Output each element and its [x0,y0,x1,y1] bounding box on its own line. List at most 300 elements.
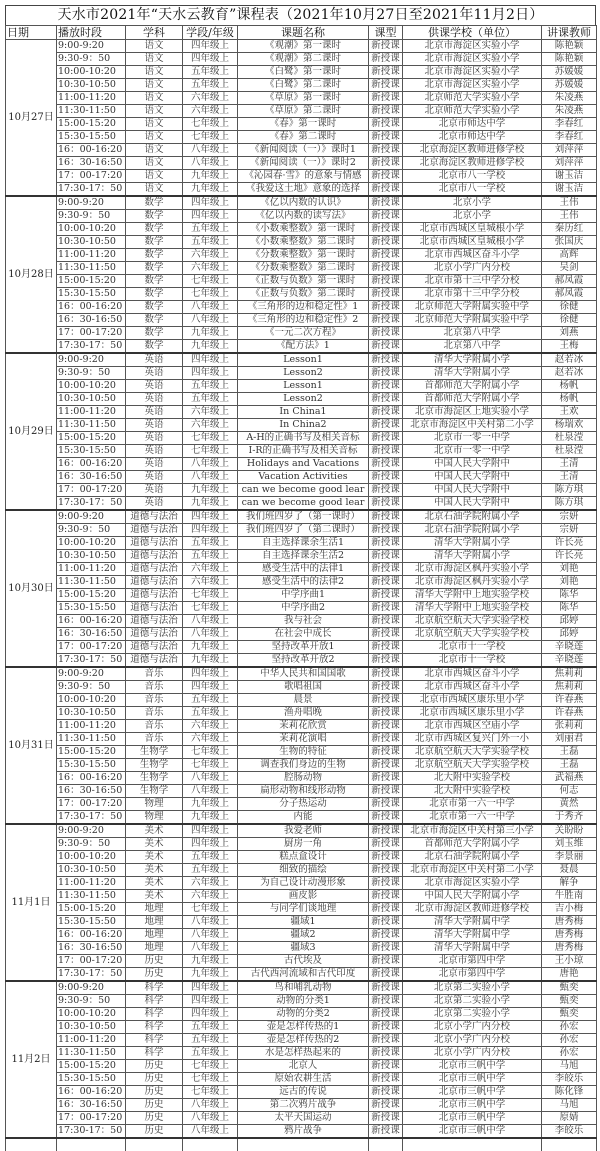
subject-cell: 历史 [126,1086,183,1099]
school-cell: 北京市第一六一中学 [403,798,542,811]
topic-cell: 疆域3 [238,942,369,955]
subject-cell: 道德与法治 [126,589,183,602]
time-slot-cell: 11:00-11:20 [57,563,126,576]
school-cell: 北京市西城区奋斗小学 [403,667,542,681]
school-cell: 北京石油学院附属小学 [403,510,542,524]
topic-cell: A-H的正确书写及相关音标 [238,432,369,445]
grade-cell: 九年级上 [183,327,238,340]
topic-cell: 水是怎样热起来的 [238,1047,369,1060]
subject-cell: 语文 [126,144,183,157]
teacher-cell: 牛胜南 [542,890,597,903]
lesson-type-cell: 新授课 [369,654,403,668]
subject-cell: 道德与法治 [126,615,183,628]
time-slot-cell: 11:30-11:50 [57,576,126,589]
subject-cell: 音乐 [126,707,183,720]
school-cell: 北京小学广内分校 [403,1021,542,1034]
table-row [6,1021,597,1034]
date-cell: 11月1日 [6,824,57,981]
topic-cell: 远古的传说 [238,1086,369,1099]
empty-cell [183,1138,238,1151]
subject-cell: 地理 [126,916,183,929]
school-cell: 北京市海淀区枫丹实验小学 [403,563,542,576]
subject-cell: 数学 [126,249,183,262]
time-slot-cell: 15:00-15:20 [57,1060,126,1073]
subject-cell: 道德与法治 [126,537,183,550]
subject-cell: 数学 [126,327,183,340]
time-slot-cell: 10:30-10:50 [57,236,126,249]
subject-cell: 语文 [126,105,183,118]
grade-cell: 四年级上 [183,40,238,53]
lesson-type-cell: 新授课 [369,615,403,628]
topic-cell: 腔肠动物 [238,772,369,785]
lesson-type-cell: 新授课 [369,1034,403,1047]
grade-cell: 四年级上 [183,367,238,380]
grade-cell: 八年级上 [183,458,238,471]
time-slot-cell: 15:30-15:50 [57,916,126,929]
school-cell: 清华大学附属小学 [403,353,542,367]
grade-cell: 四年级上 [183,210,238,223]
grade-cell: 四年级上 [183,524,238,537]
date-cell: 10月27日 [6,40,57,197]
time-slot-cell: 9:00-9:20 [57,40,126,53]
lesson-type-cell: 新授课 [369,537,403,550]
table-row [6,864,597,877]
time-slot-cell: 10:00-10:20 [57,694,126,707]
school-cell: 北京第八中学 [403,340,542,354]
teacher-cell: 马旭 [542,1099,597,1112]
topic-cell: 坚持改革开放2 [238,654,369,668]
teacher-cell: 唐秀梅 [542,929,597,942]
time-slot-cell: 15:00-15:20 [57,589,126,602]
subject-cell: 英语 [126,367,183,380]
teacher-cell: 杜泉滢 [542,445,597,458]
school-cell: 北大附中实验学校 [403,772,542,785]
teacher-cell: 刘萍萍 [542,144,597,157]
subject-cell: 生物学 [126,759,183,772]
grade-cell: 五年级上 [183,851,238,864]
lesson-type-cell: 新授课 [369,524,403,537]
teacher-cell: 许长亮 [542,550,597,563]
topic-cell: 感受生活中的法律2 [238,576,369,589]
teacher-cell: 刘艳 [542,576,597,589]
school-cell: 北京市三帆中学 [403,1086,542,1099]
header-grade: 学段/年级 [183,26,238,40]
lesson-type-cell: 新授课 [369,916,403,929]
topic-cell: 鸟和哺乳动物 [238,981,369,995]
time-slot-cell: 11:00-11:20 [57,1034,126,1047]
teacher-cell: 武福燕 [542,772,597,785]
teacher-cell: 刘丽君 [542,733,597,746]
time-slot-cell: 10:00-10:20 [57,851,126,864]
grade-cell: 五年级上 [183,393,238,406]
lesson-type-cell: 新授课 [369,196,403,210]
subject-cell: 道德与法治 [126,628,183,641]
grade-cell: 四年级上 [183,510,238,524]
teacher-cell: 唐艳 [542,968,597,982]
table-row [6,929,597,942]
grade-cell: 六年级上 [183,92,238,105]
lesson-type-cell: 新授课 [369,1047,403,1060]
lesson-type-cell: 新授课 [369,995,403,1008]
school-cell: 北京市八一学校 [403,170,542,183]
grade-cell: 四年级上 [183,981,238,995]
table-row [6,327,597,340]
grade-cell: 七年级上 [183,432,238,445]
grade-cell: 六年级上 [183,720,238,733]
school-cell: 北京市海淀区实验小学 [403,53,542,66]
school-cell: 北京小学 [403,196,542,210]
school-cell: 北京第二实验小学 [403,1008,542,1021]
lesson-type-cell: 新授课 [369,105,403,118]
time-slot-cell: 15:30-15:50 [57,131,126,144]
subject-cell: 历史 [126,968,183,982]
time-slot-cell: 16：00-16:20 [57,929,126,942]
topic-cell: 《三角形的边和稳定性》1 [238,301,369,314]
subject-cell: 英语 [126,419,183,432]
grade-cell: 六年级上 [183,419,238,432]
subject-cell: 地理 [126,903,183,916]
subject-cell: 语文 [126,79,183,92]
topic-cell: 北京人 [238,1060,369,1073]
time-slot-cell: 11:30-11:50 [57,733,126,746]
time-slot-cell: 15:00-15:20 [57,275,126,288]
table-row [6,524,597,537]
topic-cell: 壶是怎样传热的2 [238,1034,369,1047]
teacher-cell: 吉小梅 [542,903,597,916]
table-row [6,602,597,615]
topic-cell: 中学序曲1 [238,589,369,602]
teacher-cell: 张国庆 [542,236,597,249]
time-slot-cell: 11:30-11:50 [57,890,126,903]
lesson-type-cell: 新授课 [369,458,403,471]
school-cell: 北京市三帆中学 [403,1112,542,1125]
grade-cell: 八年级上 [183,929,238,942]
lesson-type-cell: 新授课 [369,1125,403,1139]
grade-cell: 四年级上 [183,196,238,210]
subject-cell: 生物学 [126,785,183,798]
table-row [6,981,597,995]
subject-cell: 历史 [126,1073,183,1086]
lesson-type-cell: 新授课 [369,550,403,563]
school-cell: 清华大学附属中学 [403,916,542,929]
subject-cell: 物理 [126,811,183,825]
school-cell: 北京市西城区康乐里小学 [403,707,542,720]
empty-row [6,1138,597,1151]
lesson-type-cell: 新授课 [369,118,403,131]
grade-cell: 八年级上 [183,1112,238,1125]
grade-cell: 七年级上 [183,445,238,458]
time-slot-cell: 16：30-16:50 [57,1099,126,1112]
time-slot-cell: 10:00-10:20 [57,380,126,393]
table-row [6,707,597,720]
lesson-type-cell: 新授课 [369,353,403,367]
lesson-type-cell: 新授课 [369,877,403,890]
time-slot-cell: 10:30-10:50 [57,864,126,877]
topic-cell: Vacation Activities [238,471,369,484]
topic-cell: 扁形动物和线形动物 [238,785,369,798]
time-slot-cell: 9:00-9:20 [57,824,126,838]
time-slot-cell: 16：00-16:20 [57,301,126,314]
grade-cell: 七年级上 [183,1086,238,1099]
empty-cell [542,1138,597,1151]
time-slot-cell: 9:30-9：50 [57,681,126,694]
date-cell: 10月29日 [6,353,57,510]
teacher-cell: 甄奕 [542,995,597,1008]
teacher-cell: 王伟 [542,210,597,223]
table-row [6,877,597,890]
grade-cell: 八年级上 [183,1125,238,1139]
lesson-type-cell: 新授课 [369,157,403,170]
topic-cell: 《我爱这土地》意象的选择 [238,183,369,197]
grade-cell: 五年级上 [183,236,238,249]
grade-cell: 九年级上 [183,811,238,825]
grade-cell: 四年级上 [183,824,238,838]
subject-cell: 美术 [126,824,183,838]
table-row [6,746,597,759]
grade-cell: 七年级上 [183,131,238,144]
lesson-type-cell: 新授课 [369,864,403,877]
subject-cell: 英语 [126,471,183,484]
lesson-type-cell: 新授课 [369,380,403,393]
topic-cell: 壶是怎样传热的1 [238,1021,369,1034]
school-cell: 北京市海淀区实验小学 [403,66,542,79]
teacher-cell: 徐健 [542,301,597,314]
topic-cell: 动物的分类2 [238,1008,369,1021]
topic-cell: 感受生活中的法律1 [238,563,369,576]
grade-cell: 七年级上 [183,288,238,301]
table-row [6,157,597,170]
grade-cell: 八年级上 [183,157,238,170]
school-cell: 北京市西城区奋斗小学 [403,249,542,262]
school-cell: 北京航空航天大学实验学校 [403,628,542,641]
school-cell: 北京市海淀区中关村第二小学 [403,419,542,432]
school-cell: 北京市海淀区中关村第三小学 [403,824,542,838]
empty-cell [238,1138,369,1151]
lesson-type-cell: 新授课 [369,772,403,785]
lesson-type-cell: 新授课 [369,144,403,157]
teacher-cell: 王清 [542,458,597,471]
time-slot-cell: 9:00-9:20 [57,981,126,995]
topic-cell: 鸦片战争 [238,1125,369,1139]
grade-cell: 九年级上 [183,484,238,497]
school-cell: 清华大学附属小学 [403,367,542,380]
header-row [6,26,597,40]
time-slot-cell: 9:00-9:20 [57,353,126,367]
teacher-cell: 高辉 [542,249,597,262]
subject-cell: 生物学 [126,772,183,785]
time-slot-cell: 10:30-10:50 [57,393,126,406]
teacher-cell: 于秀齐 [542,811,597,825]
table-row [6,576,597,589]
subject-cell: 美术 [126,838,183,851]
table-row [6,681,597,694]
table-row [6,1047,597,1060]
lesson-type-cell: 新授课 [369,681,403,694]
grade-cell: 七年级上 [183,1073,238,1086]
lesson-type-cell: 新授课 [369,641,403,654]
subject-cell: 历史 [126,1125,183,1139]
table-row [6,236,597,249]
school-cell: 北京市海淀区中关村第二小学 [403,864,542,877]
grade-cell: 九年级上 [183,955,238,968]
school-cell: 北京市一零一中学 [403,445,542,458]
teacher-cell: 李春红 [542,131,597,144]
subject-cell: 历史 [126,1099,183,1112]
time-slot-cell: 11:00-11:20 [57,877,126,890]
grade-cell: 七年级上 [183,746,238,759]
subject-cell: 数学 [126,210,183,223]
topic-cell: 我们班四岁了（第一课时） [238,510,369,524]
grade-cell: 六年级上 [183,249,238,262]
table-row [6,340,597,354]
table-row [6,288,597,301]
school-cell: 北京市西城区皇城根小学 [403,236,542,249]
subject-cell: 科学 [126,1021,183,1034]
time-slot-cell: 10:00-10:20 [57,537,126,550]
time-slot-cell: 17：00-17:20 [57,327,126,340]
time-slot-cell: 9:00-9:20 [57,667,126,681]
topic-cell: can we become good lear [238,484,369,497]
subject-cell: 美术 [126,877,183,890]
teacher-cell: 刘燕 [542,327,597,340]
teacher-cell: 王小琼 [542,955,597,968]
topic-cell: 《分数乘整数》第一课时 [238,249,369,262]
lesson-type-cell: 新授课 [369,262,403,275]
school-cell: 北京市海淀区实验小学 [403,877,542,890]
subject-cell: 道德与法治 [126,550,183,563]
topic-cell: 《正数与负数》第二课时 [238,288,369,301]
topic-cell: In China2 [238,419,369,432]
grade-cell: 八年级上 [183,471,238,484]
topic-cell: 自主选择课余生活1 [238,537,369,550]
teacher-cell: 谢玉洁 [542,170,597,183]
lesson-type-cell: 新授课 [369,942,403,955]
grade-cell: 四年级上 [183,681,238,694]
lesson-type-cell: 新授课 [369,968,403,982]
time-slot-cell: 15:30-15:50 [57,288,126,301]
grade-cell: 七年级上 [183,759,238,772]
school-cell: 北京石油学院附属小学 [403,524,542,537]
subject-cell: 英语 [126,445,183,458]
school-cell: 北京市西城区复兴门外一小 [403,733,542,746]
subject-cell: 数学 [126,340,183,354]
lesson-type-cell: 新授课 [369,589,403,602]
time-slot-cell: 10:00-10:20 [57,66,126,79]
lesson-type-cell: 新授课 [369,798,403,811]
table-row [6,916,597,929]
school-cell: 北京第二实验小学 [403,981,542,995]
teacher-cell: 唐秀梅 [542,916,597,929]
table-row [6,419,597,432]
table-row [6,1060,597,1073]
school-cell: 北京市第四中学 [403,955,542,968]
subject-cell: 道德与法治 [126,641,183,654]
school-cell: 北京航空航天大学实验学校 [403,615,542,628]
time-slot-cell: 15:30-15:50 [57,1073,126,1086]
teacher-cell: 徐健 [542,314,597,327]
grade-cell: 八年级上 [183,785,238,798]
lesson-type-cell: 新授课 [369,340,403,354]
grade-cell: 六年级上 [183,563,238,576]
teacher-cell: 王磊 [542,759,597,772]
topic-cell: 《沁园春·雪》的意象与情感 [238,170,369,183]
lesson-type-cell: 新授课 [369,419,403,432]
teacher-cell: 杜泉滢 [542,432,597,445]
school-cell: 北京市第十三中学分校 [403,288,542,301]
grade-cell: 八年级上 [183,916,238,929]
topic-cell: can we become good lear [238,497,369,511]
lesson-type-cell: 新授课 [369,838,403,851]
table-row [6,563,597,576]
lesson-type-cell: 新授课 [369,301,403,314]
table-row [6,210,597,223]
teacher-cell: 刘玉维 [542,838,597,851]
table-row [6,838,597,851]
time-slot-cell: 9:00-9:20 [57,510,126,524]
table-row [6,170,597,183]
time-slot-cell: 17:30-17：50 [57,1125,126,1139]
lesson-type-cell: 新授课 [369,1060,403,1073]
time-slot-cell: 16：30-16:50 [57,157,126,170]
table-row [6,497,597,511]
teacher-cell: 秦历红 [542,223,597,236]
teacher-cell: 孙宏 [542,1047,597,1060]
subject-cell: 语文 [126,53,183,66]
teacher-cell: 吴剑 [542,262,597,275]
teacher-cell: 唐秀梅 [542,942,597,955]
teacher-cell: 焦莉莉 [542,667,597,681]
time-slot-cell: 10:30-10:50 [57,1021,126,1034]
subject-cell: 语文 [126,92,183,105]
subject-cell: 道德与法治 [126,654,183,668]
subject-cell: 数学 [126,275,183,288]
lesson-type-cell: 新授课 [369,79,403,92]
school-cell: 北京市西城区康乐里小学 [403,694,542,707]
lesson-type-cell: 新授课 [369,707,403,720]
subject-cell: 英语 [126,393,183,406]
table-row [6,484,597,497]
table-row [6,968,597,982]
subject-cell: 生物学 [126,746,183,759]
table-row [6,458,597,471]
schedule-table [5,25,597,1151]
school-cell: 北京市西城区奋斗小学 [403,681,542,694]
teacher-cell: 关盼盼 [542,824,597,838]
header-school: 供课学校（单位） [403,26,542,40]
table-row [6,118,597,131]
table-row [6,1112,597,1125]
school-cell: 北京市十一学校 [403,641,542,654]
table-row [6,1073,597,1086]
subject-cell: 语文 [126,131,183,144]
topic-cell: 画皮影 [238,890,369,903]
subject-cell: 音乐 [126,667,183,681]
lesson-type-cell: 新授课 [369,367,403,380]
topic-cell: 《春》第二课时 [238,131,369,144]
table-row [6,53,597,66]
table-row [6,367,597,380]
teacher-cell: 苏媛媛 [542,79,597,92]
school-cell: 清华大学附属中学 [403,929,542,942]
grade-cell: 六年级上 [183,890,238,903]
school-cell: 北京市第四中学 [403,968,542,982]
time-slot-cell: 17：00-17:20 [57,484,126,497]
topic-cell: 渔舟唱晚 [238,707,369,720]
time-slot-cell: 15:30-15:50 [57,602,126,615]
grade-cell: 八年级上 [183,144,238,157]
grade-cell: 八年级上 [183,942,238,955]
subject-cell: 英语 [126,458,183,471]
